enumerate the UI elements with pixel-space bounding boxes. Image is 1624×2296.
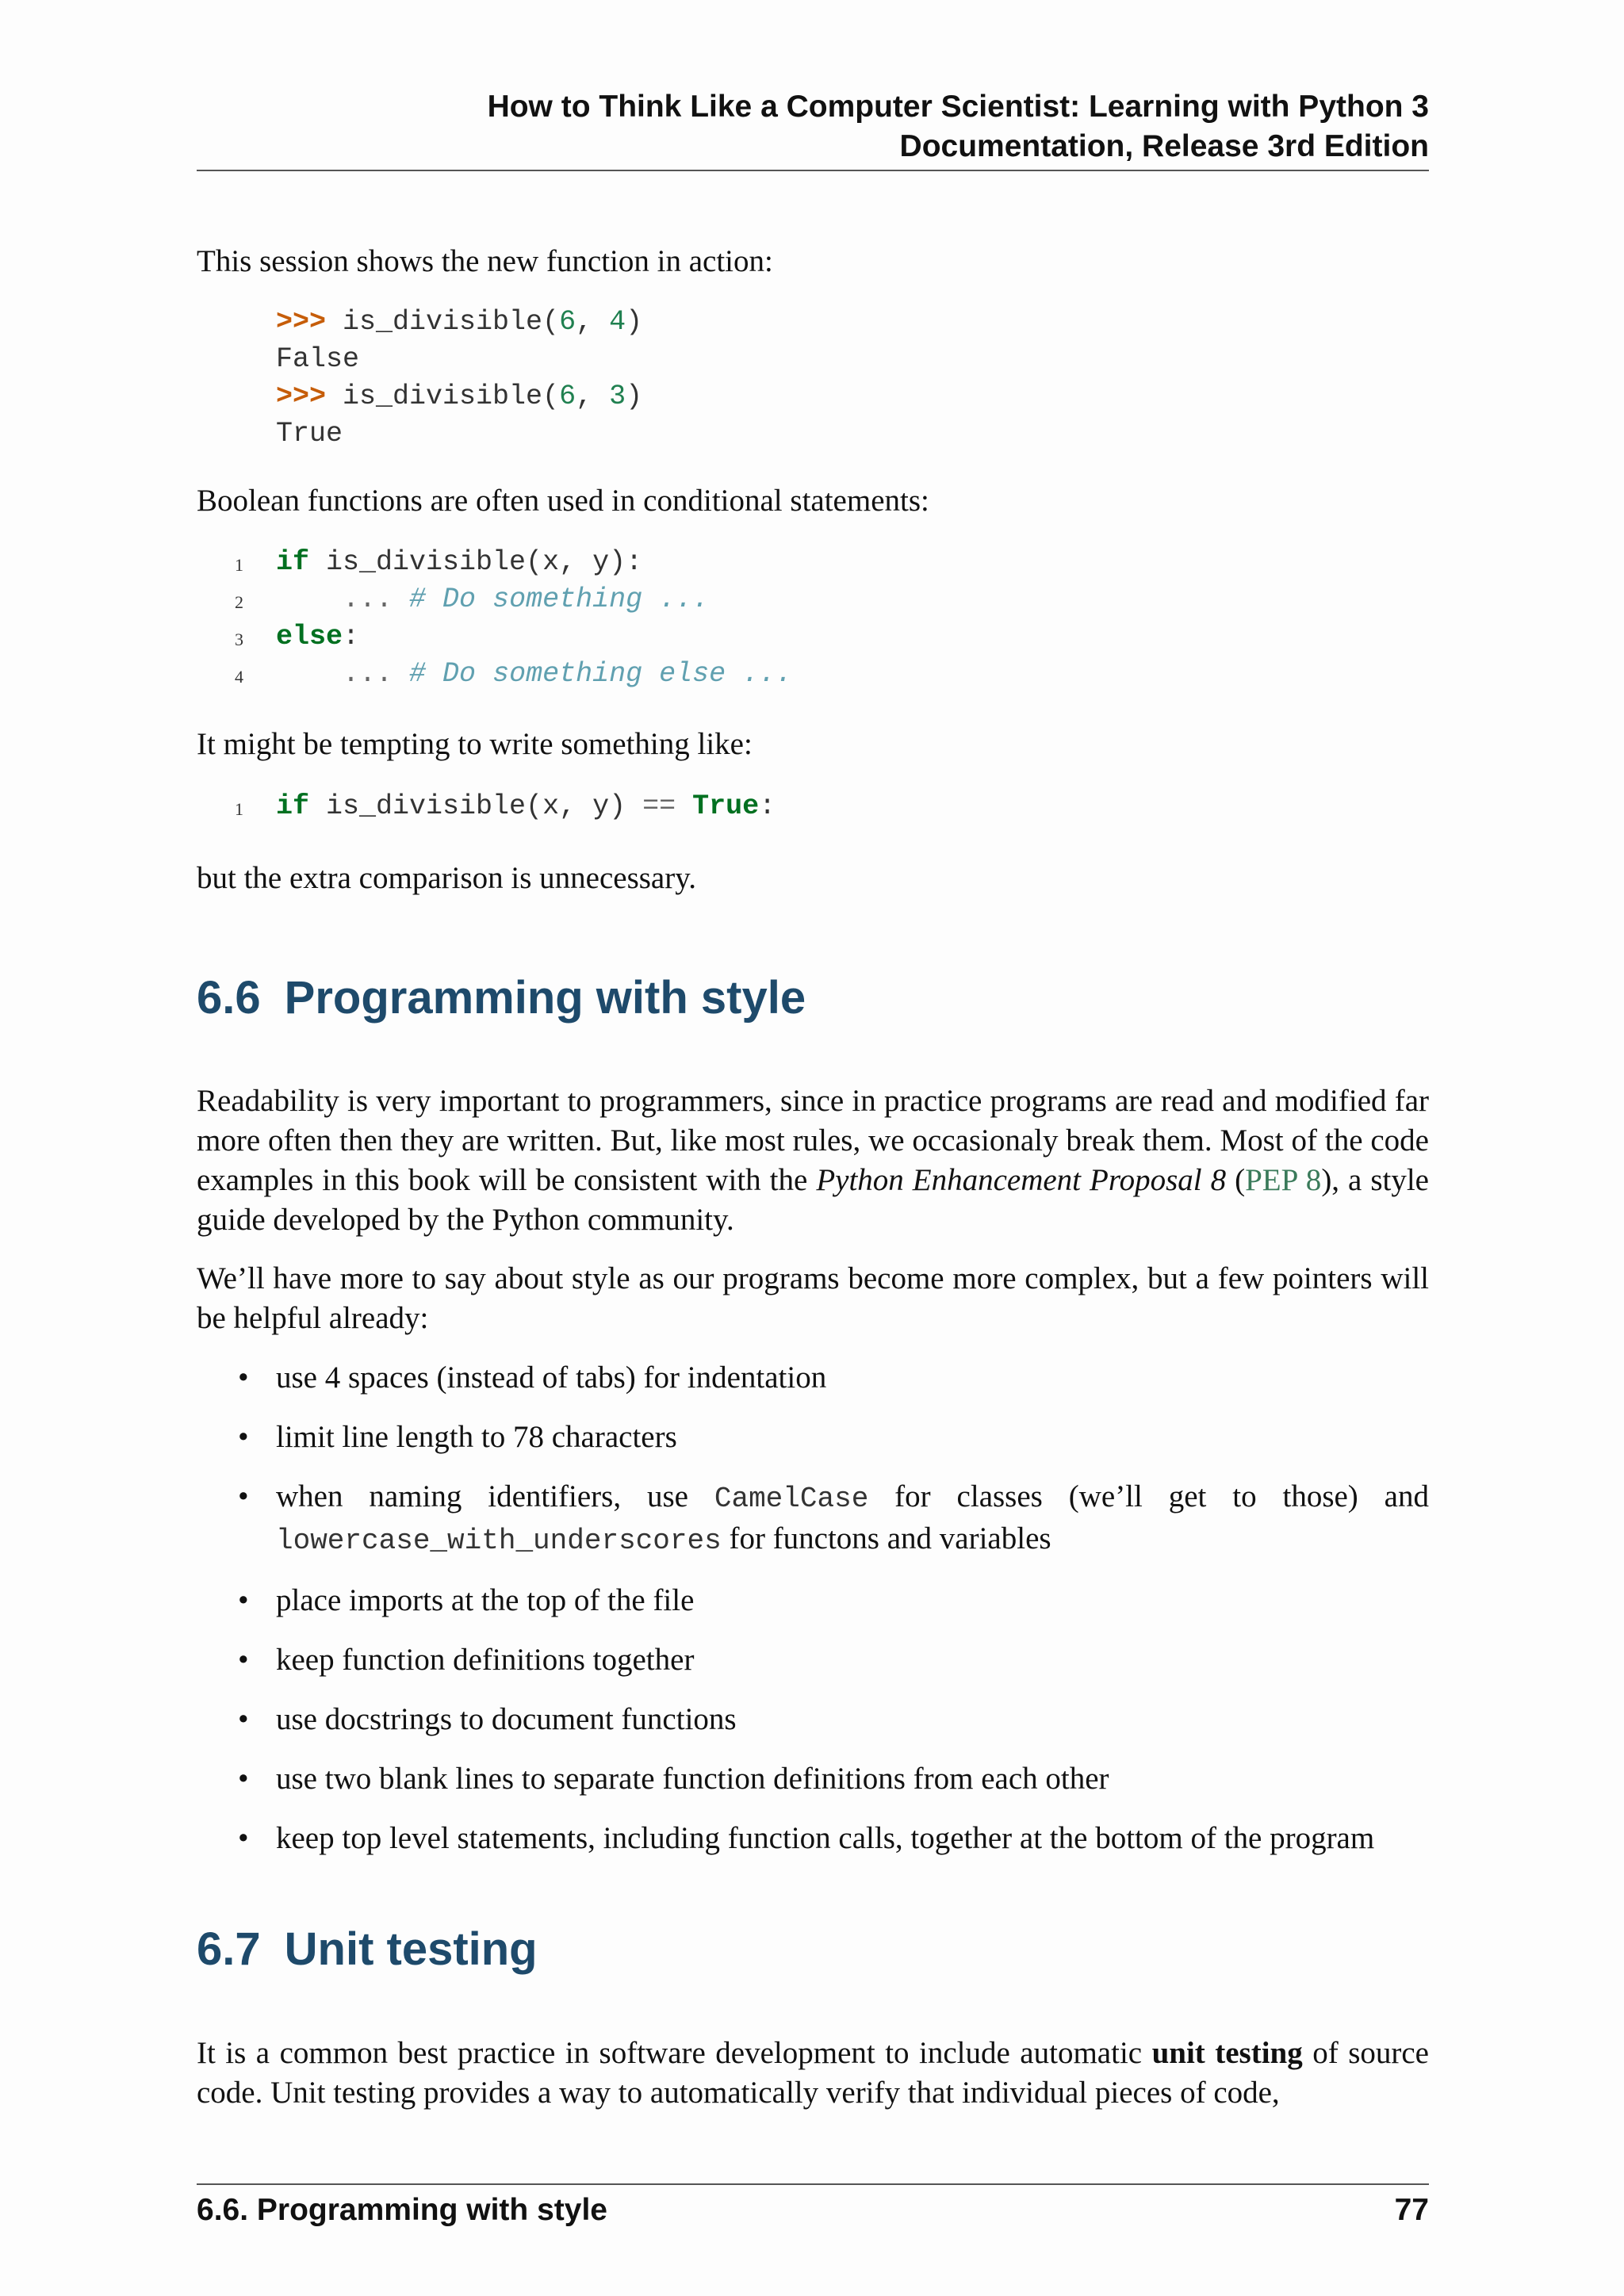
header-rule [197, 170, 1429, 171]
tempting-paragraph: It might be tempting to write something like: [197, 727, 753, 761]
unit-testing-paragraph: It is a common best practice in software development to include automatic unit testing of source code. Unit testing provides a way to automatically verify that individual pieces of code, [197, 2036, 1429, 2110]
list-item: • place imports at the top of the file [238, 1581, 1429, 1621]
section-heading-6-7: 6.7 Unit testing [197, 1923, 538, 1975]
conditional-code-block: if is_divisible(x, y): ... # Do something ... else: ... # Do something else ... [276, 546, 793, 690]
list-item: • when naming identifiers, use CamelCase for classes (we’ll get to those) and lowercase_with_underscores for functons and variables [238, 1477, 1429, 1561]
session-line-2: >>> is_divisible(6, 3) [276, 381, 643, 412]
footer-rule [197, 2183, 1429, 2185]
list-item: • keep top level statements, including function calls, together at the bottom of the program [238, 1819, 1429, 1858]
comparison-code-block: if is_divisible(x, y) == True: [276, 790, 776, 822]
line-number: 1 [235, 555, 243, 575]
line-number: 1 [235, 799, 243, 819]
running-header [488, 87, 1429, 166]
line-number: 3 [235, 629, 243, 649]
line-number: 2 [235, 592, 243, 612]
page-number: 77 [1394, 2193, 1429, 2227]
unnecessary-paragraph: but the extra comparison is unnecessary. [197, 861, 696, 895]
style-paragraph-1: Readability is very important to programmers, since in practice programs are read and modified far more often then they are written. But, like most rules, we occasionaly break them. Most of the code examples in this book will be consistent with the Python Enhancement Proposal 8 (PEP 8), a style guide developed by the Python community. [197, 1084, 1429, 1237]
list-item: • use 4 spaces (instead of tabs) for indentation [238, 1358, 1429, 1398]
session-output-2: True [276, 418, 343, 450]
list-item: • use two blank lines to separate function definitions from each other [238, 1759, 1429, 1799]
style-paragraph-2: We’ll have more to say about style as our programs become more complex, but a few pointers will be helpful already: [197, 1261, 1429, 1335]
line-number: 4 [235, 667, 243, 687]
intro-paragraph: This session shows the new function in action: [197, 244, 773, 278]
list-item: • keep function definitions together [238, 1640, 1429, 1680]
list-item: • limit line length to 78 characters [238, 1418, 1429, 1457]
pep8-link[interactable]: PEP 8 [1245, 1163, 1322, 1197]
interactive-session [276, 304, 642, 453]
header-line-1: How to Think Like a Computer Scientist: Learning with Python 3 [487, 90, 1429, 124]
list-item: • use docstrings to document functions [238, 1700, 1429, 1739]
section-heading-6-6: 6.6 Programming with style [197, 972, 806, 1024]
session-output-1: False [276, 343, 360, 375]
header-line-2: Documentation, Release 3rd Edition [899, 129, 1429, 163]
boolean-paragraph: Boolean functions are often used in conditional statements: [197, 484, 929, 518]
footer-section-title: 6.6. Programming with style [197, 2193, 607, 2227]
style-pointers-list [238, 1358, 1429, 1878]
session-line-1: >>> is_divisible(6, 4) [276, 306, 643, 338]
